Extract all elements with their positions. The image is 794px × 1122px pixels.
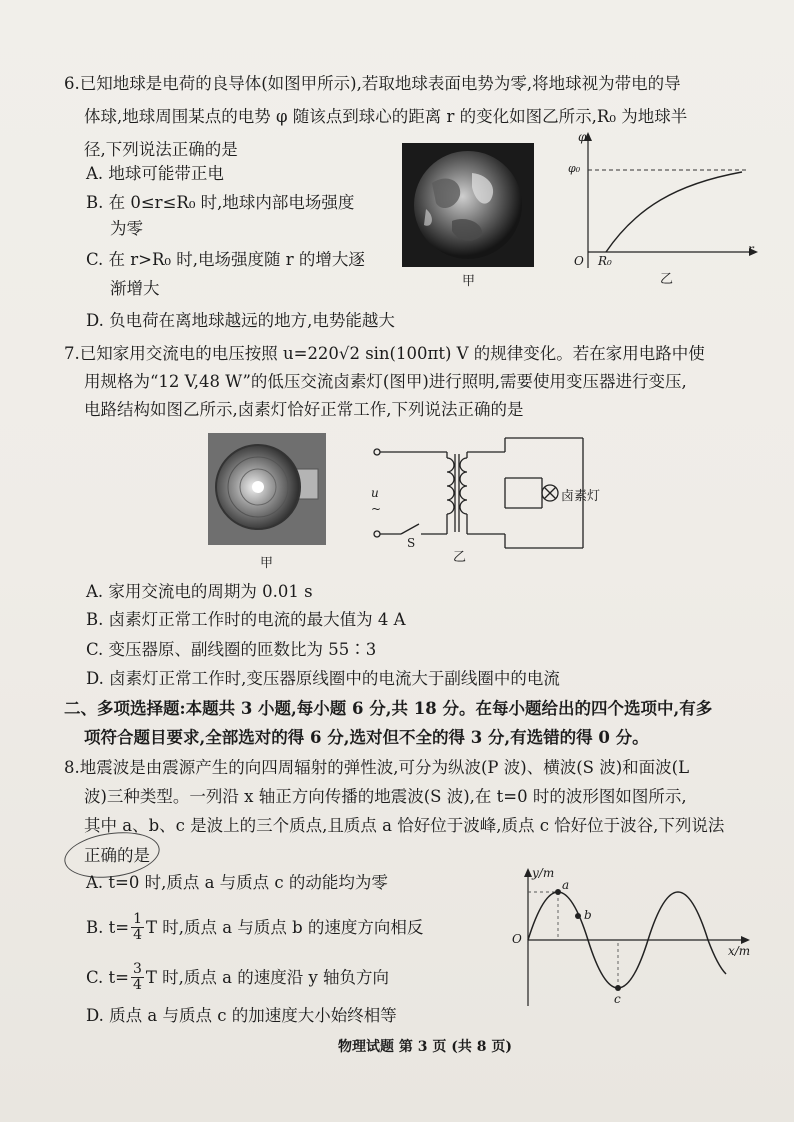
circuit-ac-symbol: ~ <box>371 502 382 516</box>
wave-graph <box>510 864 760 1012</box>
wave-y-axis-label: y/m <box>532 866 555 880</box>
graph-yi-label: 乙 <box>660 272 674 287</box>
circuit-switch-label: S <box>407 536 416 550</box>
q8-option-b-numerator: 1 <box>133 911 142 927</box>
q8-option-b-suffix: T 时,质点 a 与质点 b 的速度方向相反 <box>146 918 424 937</box>
q8-option-b-denominator: 4 <box>133 927 142 943</box>
q6-line1: 6.已知地球是电荷的良导体(如图甲所示),若取地球表面电势为零,将地球视为带电的导 <box>64 74 681 93</box>
q8-line3: 其中 a、b、c 是波上的三个质点,且质点 a 恰好位于波峰,质点 c 恰好位于波谷,下列说法 <box>84 816 725 835</box>
section2-heading-line2: 项符合题目要求,全部选对的得 6 分,选对但不全的得 3 分,有选错的得 0 分。 <box>84 728 649 747</box>
q7-option-c: C. 变压器原、副线圈的匝数比为 55∶3 <box>86 640 377 659</box>
q7-line3: 电路结构如图乙所示,卤素灯恰好正常工作,下列说法正确的是 <box>84 400 524 419</box>
q8-option-b-fraction <box>131 912 144 943</box>
q6-option-a: A. 地球可能带正电 <box>86 164 224 183</box>
q6-option-d: D. 负电荷在离地球越远的地方,电势能越大 <box>86 311 395 330</box>
wave-origin: O <box>512 932 522 946</box>
wave-point-b-label: b <box>584 908 592 922</box>
halogen-lamp-photo <box>208 433 326 545</box>
q7-option-a: A. 家用交流电的周期为 0.01 s <box>86 582 313 601</box>
q8-option-a: A. t=0 时,质点 a 与质点 c 的动能均为零 <box>86 873 388 892</box>
q7-figure-jia-label: 甲 <box>260 556 274 571</box>
wave-point-c-label: c <box>614 992 621 1006</box>
circuit-yi-label: 乙 <box>453 550 467 565</box>
q6-option-c-line1: C. 在 r>R₀ 时,电场强度随 r 的增大逐 <box>86 250 365 269</box>
q8-option-b-prefix: B. t= <box>86 918 130 937</box>
graph-y-axis-label: φ <box>578 130 587 144</box>
transformer-circuit <box>355 428 630 563</box>
q8-option-d: D. 质点 a 与质点 c 的加速度大小始终相等 <box>86 1006 397 1025</box>
wave-x-axis-label: x/m <box>728 944 751 958</box>
circuit-lamp-label: 卤素灯 <box>561 489 601 504</box>
q8-line1: 8.地震波是由震源产生的向四周辐射的弹性波,可分为纵波(P 波)、横波(S 波)和面波(L <box>64 758 690 777</box>
q8-option-c-denominator: 4 <box>132 977 142 993</box>
q6-option-b-line2: 为零 <box>110 219 143 238</box>
section2-heading-line1: 二、多项选择题:本题共 3 小题,每小题 6 分,共 18 分。在每小题给出的四个选项中,有多 <box>64 699 713 718</box>
q8-option-c-suffix: T 时,质点 a 的速度沿 y 轴负方向 <box>145 968 390 987</box>
graph-r0-tick: R₀ <box>598 254 612 268</box>
page-footer: 物理试题 第 3 页 (共 8 页) <box>338 1039 512 1055</box>
earth-photo <box>402 143 534 267</box>
q8-line2: 波)三种类型。一列沿 x 轴正方向传播的地震波(S 波),在 t=0 时的波形图如图所示, <box>84 787 687 806</box>
q8-option-c <box>86 962 389 993</box>
circuit-u-label: u <box>371 486 379 500</box>
q8-option-b <box>86 912 423 943</box>
q7-line2: 用规格为“12 V,48 W”的低压交流卤素灯(图甲)进行照明,需要使用变压器进行变压, <box>84 372 687 391</box>
potential-graph <box>566 128 762 288</box>
wave-point-a-label: a <box>562 878 570 892</box>
q8-option-c-fraction <box>131 962 144 993</box>
q8-option-c-prefix: C. t= <box>86 968 129 987</box>
q6-line3: 径,下列说法正确的是 <box>84 140 238 159</box>
q6-option-b-line1: B. 在 0≤r≤R₀ 时,地球内部电场强度 <box>86 193 355 212</box>
q7-line1: 7.已知家用交流电的电压按照 u=220√2 sin(100πt) V 的规律变化。若在家用电路中使 <box>64 344 705 363</box>
q7-option-b: B. 卤素灯正常工作时的电流的最大值为 4 A <box>86 610 406 629</box>
q8-option-c-numerator: 3 <box>132 961 142 977</box>
graph-phi0-tick: φ₀ <box>568 162 581 175</box>
graph-x-axis-label: r <box>748 242 754 256</box>
q6-option-c-line2: 渐增大 <box>110 279 160 298</box>
q6-line2: 体球,地球周围某点的电势 φ 随该点到球心的距离 r 的变化如图乙所示,R₀ 为地球半 <box>84 107 688 126</box>
q7-option-d: D. 卤素灯正常工作时,变压器原线圈中的电流大于副线圈中的电流 <box>86 669 560 688</box>
q8-line4: 正确的是 <box>84 846 150 865</box>
graph-origin: O <box>574 254 584 268</box>
q6-figure-jia-label: 甲 <box>462 274 476 289</box>
